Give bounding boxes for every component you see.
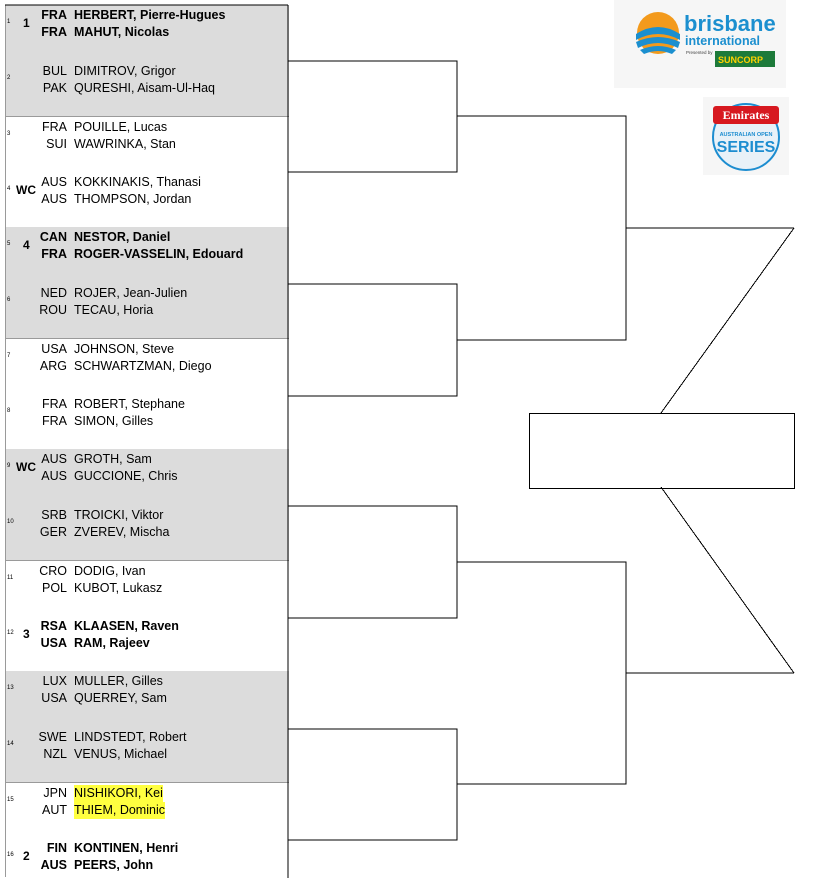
player-name: ROJER, Jean-Julien: [74, 285, 188, 300]
player-name: SCHWARTZMAN, Diego: [74, 359, 212, 373]
player-name: MAHUT, Nicolas: [74, 25, 170, 39]
player-name: NISHIKORI, Kei: [74, 786, 163, 800]
emirates-word: Emirates: [722, 108, 770, 122]
player-nationality: AUS: [41, 452, 67, 466]
player-name: LINDSTEDT, Robert: [74, 729, 187, 744]
player-nationality: AUT: [42, 803, 67, 817]
seed-label: 2: [23, 848, 30, 863]
draw-position-number: 3: [7, 131, 11, 137]
round-one-bracket: [288, 506, 457, 618]
player-nationality: FIN: [46, 840, 67, 855]
quarter-bracket: [457, 562, 626, 784]
player-name: JOHNSON, Steve: [74, 342, 175, 356]
brisbane-logo-graphic: [614, 0, 786, 88]
seed-label: 1: [23, 16, 30, 30]
round-one-bracket: [288, 61, 457, 172]
draw-position-number: 5: [7, 241, 11, 247]
draw-position-number: 14: [7, 740, 14, 747]
player-nationality: FRA: [41, 247, 67, 261]
final-diagonal: [661, 487, 794, 673]
australian-open-word: AUSTRALIAN OPEN: [719, 132, 773, 138]
player-nationality: AUS: [41, 469, 67, 483]
player-name: MULLER, Gilles: [74, 674, 163, 688]
draw-position-number: 10: [7, 518, 14, 525]
player-nationality: SUI: [46, 137, 67, 151]
player-nationality: PAK: [42, 80, 67, 95]
player-name: HERBERT, Pierre-Hugues: [74, 8, 226, 22]
player-nationality: USA: [40, 635, 67, 650]
player-name: ROGER-VASSELIN, Edouard: [74, 247, 244, 261]
player-nationality: FRA: [42, 396, 67, 411]
winner-box: [529, 413, 795, 489]
draw-position-number: 7: [7, 353, 11, 359]
seed-label: WC: [16, 182, 36, 197]
player-name: VENUS, Michael: [74, 746, 168, 761]
draw-position-number: 15: [7, 797, 14, 803]
seed-label: 4: [23, 238, 30, 252]
player-name: QUERREY, Sam: [74, 691, 167, 705]
player-nationality: FRA: [41, 8, 67, 22]
player-nationality: JPN: [43, 786, 67, 800]
round-one-bracket: [288, 284, 457, 396]
player-nationality: LUX: [42, 674, 67, 688]
quarter-bracket: [457, 116, 626, 340]
player-name: ZVEREV, Mischa: [74, 524, 170, 539]
player-name: DIMITROV, Grigor: [74, 63, 176, 78]
player-nationality: AUS: [41, 174, 67, 189]
draw-position-number: 2: [7, 74, 11, 81]
seed-label: WC: [16, 460, 36, 474]
player-nationality: RSA: [40, 618, 67, 633]
player-name: DODIG, Ivan: [74, 564, 146, 578]
player-nationality: FRA: [42, 413, 67, 428]
series-word: SERIES: [716, 139, 776, 156]
player-name: KUBOT, Lukasz: [74, 581, 163, 595]
player-name: SIMON, Gilles: [74, 413, 154, 428]
player-nationality: FRA: [41, 25, 67, 39]
international-word: international: [685, 34, 761, 48]
player-name: TECAU, Horia: [74, 302, 154, 317]
player-nationality: CAN: [39, 230, 67, 244]
player-nationality: NZL: [43, 746, 67, 761]
draw-position-number: 9: [7, 463, 11, 469]
player-name: KONTINEN, Henri: [74, 840, 179, 855]
suncorp-word: SUNCORP: [718, 55, 764, 65]
player-nationality: CRO: [39, 564, 67, 578]
player-nationality: ROU: [39, 302, 67, 317]
player-nationality: NED: [40, 285, 67, 300]
player-name: RAM, Rajeev: [74, 635, 150, 650]
australian-open-series-logo: [703, 97, 789, 175]
player-nationality: SRB: [41, 507, 67, 522]
player-nationality: ARG: [39, 359, 67, 373]
draw-position-number: 8: [7, 407, 11, 414]
draw-position-number: 13: [7, 685, 14, 691]
player-name: POUILLE, Lucas: [74, 120, 168, 134]
round-one-bracket: [288, 729, 457, 840]
brisbane-international-logo: [614, 0, 786, 88]
player-nationality: SWE: [38, 729, 67, 744]
brisbane-word: brisbane: [684, 11, 776, 36]
seed-label: 3: [23, 626, 30, 641]
player-nationality: AUS: [41, 191, 67, 206]
player-nationality: BUL: [42, 63, 67, 78]
presented-by-text: Presented by: [686, 50, 713, 55]
player-name: TROICKI, Viktor: [74, 507, 164, 522]
player-name: GROTH, Sam: [74, 452, 152, 466]
player-nationality: GER: [39, 524, 67, 539]
player-name: GUCCIONE, Chris: [74, 469, 178, 483]
player-nationality: POL: [41, 581, 67, 595]
draw-position-number: 1: [7, 19, 11, 25]
player-nationality: USA: [41, 342, 67, 356]
player-name: ROBERT, Stephane: [74, 396, 185, 411]
player-name: KOKKINAKIS, Thanasi: [74, 174, 201, 189]
player-nationality: AUS: [40, 857, 67, 872]
draw-position-number: 11: [7, 575, 14, 581]
player-name: QURESHI, Aisam-Ul-Haq: [74, 80, 215, 95]
draw-position-number: 4: [7, 185, 11, 192]
player-name: WAWRINKA, Stan: [74, 137, 176, 151]
player-name: NESTOR, Daniel: [74, 230, 171, 244]
draw-position-number: 12: [7, 629, 14, 636]
player-name: THOMPSON, Jordan: [74, 191, 192, 206]
player-nationality: FRA: [42, 120, 67, 134]
final-diagonal: [661, 228, 794, 413]
ao-logo-graphic: [703, 97, 789, 175]
player-name: PEERS, John: [74, 857, 154, 872]
player-name: KLAASEN, Raven: [74, 618, 179, 633]
draw-position-number: 16: [7, 851, 14, 858]
player-nationality: USA: [41, 691, 67, 705]
draw-position-number: 6: [7, 296, 11, 303]
player-name: THIEM, Dominic: [74, 803, 165, 817]
